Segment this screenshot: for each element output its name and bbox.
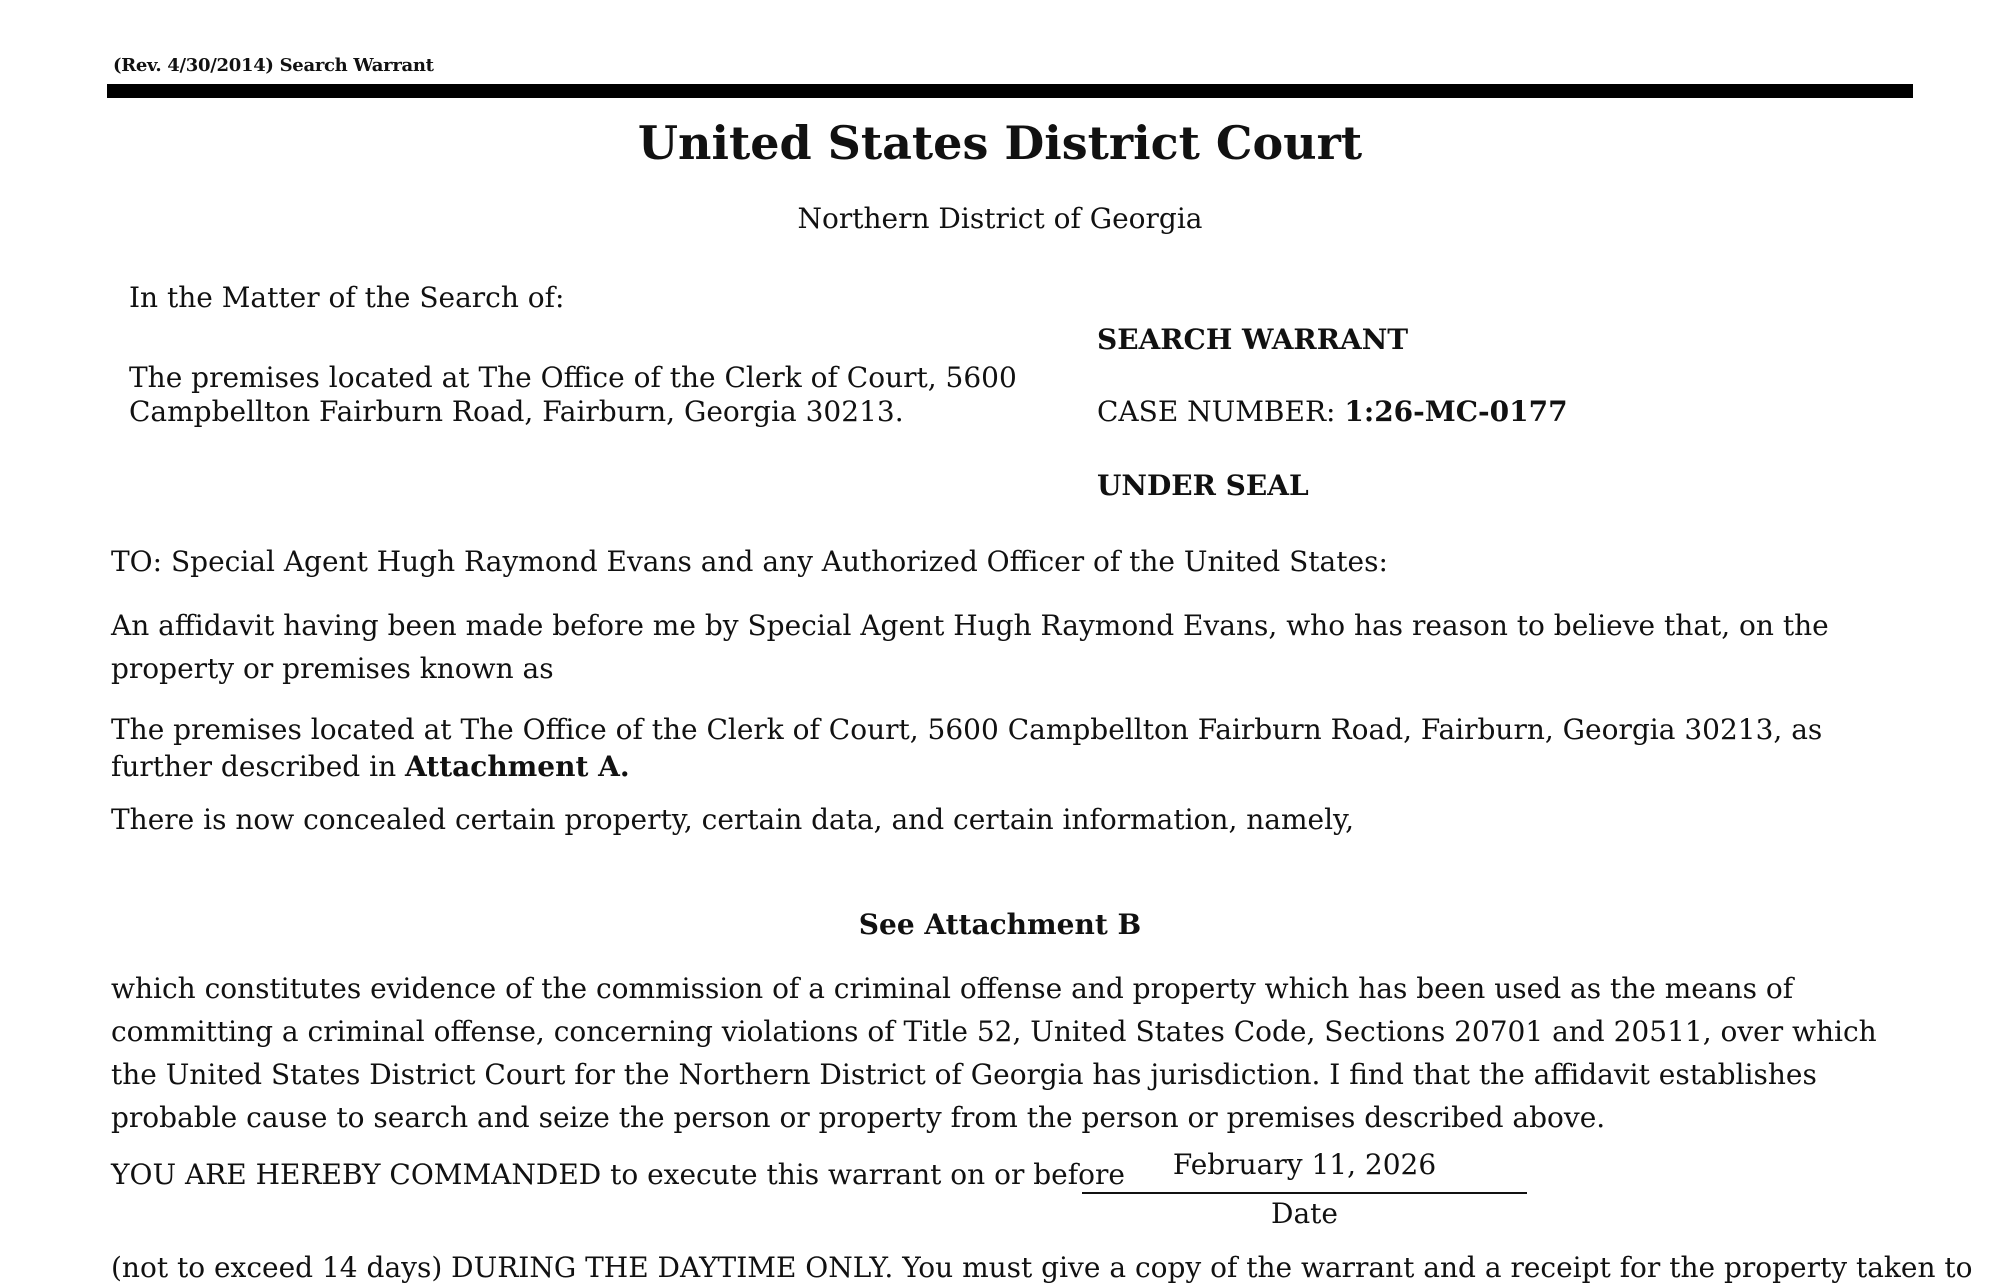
premises-description bbox=[111, 711, 1901, 785]
form-revision: (Rev. 4/30/2014) Search Warrant bbox=[113, 55, 434, 76]
matter-label: In the Matter of the Search of: bbox=[129, 281, 565, 314]
header-rule bbox=[107, 84, 1913, 98]
case-number: 1:26-MC-0177 bbox=[1344, 395, 1568, 428]
affidavit-paragraph: An affidavit having been made before me by Special Agent Hugh Raymond Evans, who has reason to believe that, on the property or premises known as bbox=[111, 609, 1829, 685]
court-title: United States District Court bbox=[637, 116, 1363, 170]
deadline-date: February 11, 2026 bbox=[1172, 1148, 1437, 1181]
constitutes-paragraph: which constitutes evidence of the commission of a criminal offense and property which has been used as the means of committing a criminal offense, concerning violations of Title 52, United States Code, Sections 20701 and 20511, over which the United States District Court for the Northern District of Georgia has jurisdiction. I find that the affidavit establishes probable cause to search and seize the person or property from the person or premises described above. bbox=[111, 972, 1877, 1134]
premises-line-2: Campbellton Fairburn Road, Fairburn, Georgia 30213. bbox=[129, 395, 904, 428]
to-line: TO: Special Agent Hugh Raymond Evans and any Authorized Officer of the United States: bbox=[111, 545, 1388, 578]
commanded-line: YOU ARE HEREBY COMMANDED to execute this warrant on or before bbox=[111, 1158, 1125, 1191]
district-name: Northern District of Georgia bbox=[797, 202, 1203, 235]
see-attachment-b: See Attachment B bbox=[858, 908, 1142, 941]
concealed-line: There is now concealed certain property, certain data, and certain information, namely, bbox=[111, 803, 1355, 836]
date-underline bbox=[1082, 1192, 1527, 1194]
warrant-title: SEARCH WARRANT bbox=[1097, 323, 1409, 356]
case-number-label: CASE NUMBER: bbox=[1097, 395, 1336, 428]
premises-description-text: The premises located at The Office of the Clerk of Court, 5600 Campbellton Fairburn Road, Fairburn, Georgia 30213, as further described in bbox=[111, 713, 1823, 783]
date-label: Date bbox=[1271, 1197, 1338, 1230]
daytime-line: (not to exceed 14 days) DURING THE DAYTIME ONLY. You must give a copy of the warrant and a receipt for the property taken to bbox=[111, 1251, 1973, 1284]
attachment-a-ref: Attachment A. bbox=[405, 750, 630, 783]
under-seal-label: UNDER SEAL bbox=[1097, 469, 1309, 502]
premises-line-1: The premises located at The Office of the Clerk of Court, 5600 bbox=[129, 361, 1017, 394]
case-number-line bbox=[1097, 395, 1568, 428]
